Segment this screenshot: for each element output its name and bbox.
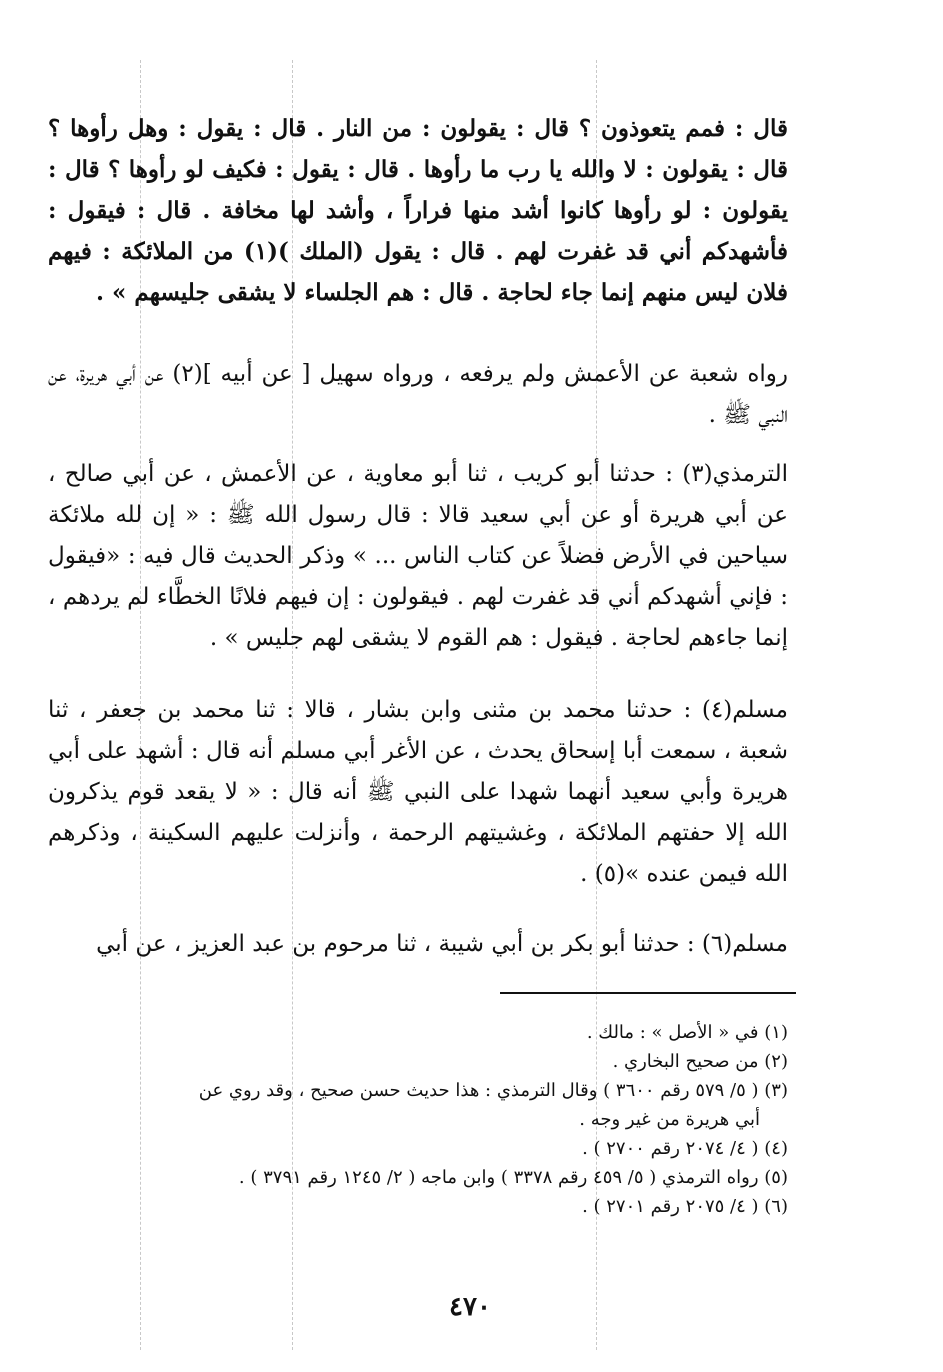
- paragraph-4: مسلم(٤) : حدثنا محمد بن مثنى وابن بشار ، قالا : ثنا محمد بن جعفر ، ثنا شعبة ، سمعت أبا إسحاق يحدث ، عن الأغر أبي مسلم أنه قال : أشهد على أبي هريرة وأبي سعيد أنهما شهدا على النبي ﷺ أنه قال : « لا يقعد قوم يذكرون الله إلا حفتهم الملائكة ، وغشيتهم الرحمة ، وأنزلت عليهم السكينة ، وذكرهم الله فيمن عنده »(٥) .: [48, 697, 788, 887]
- footnote-2: (٢) من صحيح البخاري .: [612, 1051, 788, 1072]
- paragraph-muslim-2: [48, 924, 788, 965]
- paragraph-tirmidhi: [48, 454, 788, 659]
- paragraph-narration: [48, 354, 788, 436]
- footnote-6: (٦) ( ٤/ ٢٠٧٥ رقم ٢٧٠١ ) .: [582, 1196, 788, 1217]
- paragraph-3: الترمذي(٣) : حدثنا أبو كريب ، ثنا أبو معاوية ، عن الأعمش ، عن أبي صالح ، عن أبي هريرة أو عن أبي سعيد قالا : قال رسول الله ﷺ : « إن لله ملائكة سياحين في الأرض فضلاً عن كتاب الناس ... » وذكر الحديث قال فيه : «فيقول : فإني أشهدكم أني قد غفرت لهم . فيقولون : إن فيهم فلانًا الخطَّاء لم يردهم ، إنما جاءهم لحاجة . فيقول : هم القوم لا يشقى لهم جليس » .: [48, 461, 788, 651]
- footnote-5: (٥) رواه الترمذي ( ٥/ ٤٥٩ رقم ٣٣٧٨ ) وابن ماجه ( ٢/ ١٢٤٥ رقم ٣٧٩١ ) .: [238, 1167, 788, 1188]
- paragraph-2: رواه شعبة عن الأعمش ولم يرفعه ، ورواه سهيل [ عن أبيه ](٢) عن أبي هريرة، عن النبي ﷺ .: [48, 361, 788, 428]
- footnote-4: (٤) ( ٤/ ٢٠٧٤ رقم ٢٧٠٠ ) .: [582, 1138, 788, 1159]
- paragraph-5: مسلم(٦) : حدثنا أبو بكر بن أبي شيبة ، ثنا مرحوم بن عبد العزيز ، عن أبي: [96, 931, 788, 957]
- paragraph-hadith-text: [48, 108, 788, 313]
- footnotes: [58, 1018, 788, 1221]
- paragraph-muslim-1: [48, 690, 788, 895]
- footnote-separator: [500, 992, 796, 994]
- footnote-3-continued: أبي هريرة من غير وجه .: [579, 1109, 760, 1130]
- page-number: ٤٧٠: [449, 1292, 491, 1322]
- footnote-3: (٣) ( ٥/ ٥٧٩ رقم ٣٦٠٠ ) وقال الترمذي : هذا حديث حسن صحيح ، وقد روي عن: [198, 1080, 788, 1101]
- paragraph-1: قال : فمم يتعوذون ؟ قال : يقولون : من النار . قال : يقول : وهل رأوها ؟ قال : يقولون : لا والله يا رب ما رأوها . قال : يقول : فكيف لو رأوها ؟ قال : يقولون : لو رأوها كانوا أشد منها فراراً ، وأشد لها مخافة . قال : فيقول : فأشهدكم أني قد غفرت لهم . قال : يقول (الملك )(١) من الملائكة : فيهم فلان ليس منهم إنما جاء لحاجة . قال : هم الجلساء لا يشقى جليسهم » .: [48, 115, 788, 306]
- footnote-1: (١) في « الأصل » : مالك .: [586, 1022, 788, 1043]
